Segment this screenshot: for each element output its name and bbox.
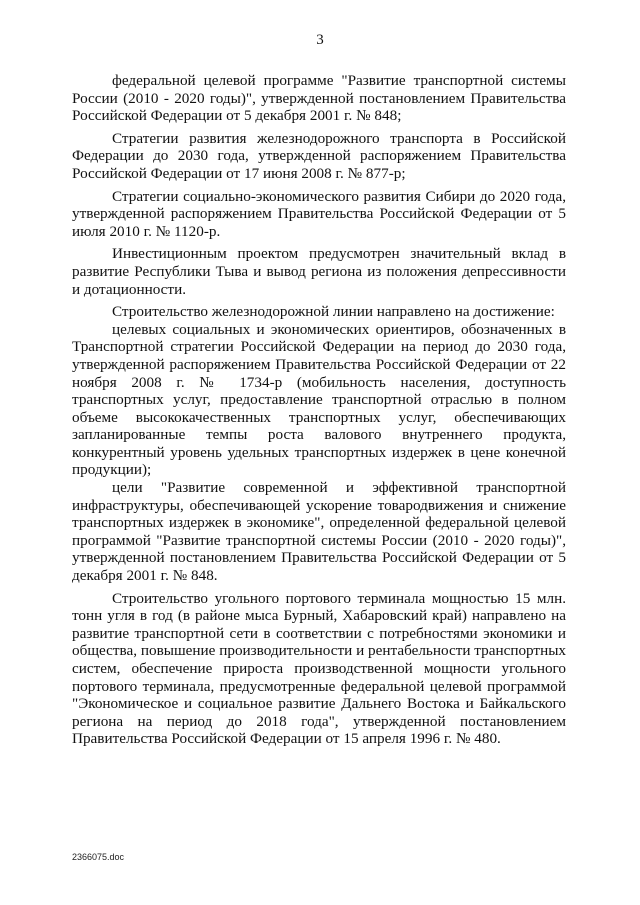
- paragraph-infrastructure-goal: цели "Развитие современной и эффективной транспортной инфраструктуры, обеспечивающей ускорение товародвижения и снижение транспортных издержек в экономике", определенной федеральной целевой программой "Развитие транспортной системы России (2010 - 2020 годы)", утвержденной постановлением Правительства Российской Федерации от 5 декабря 2001 г. № 848.: [72, 479, 566, 585]
- paragraph-social-economic-targets: целевых социальных и экономических ориентиров, обозначенных в Транспортной стратегии Российской Федерации на период до 2030 года, утвержденной распоряжением Правительства Российской Федерации от 22 ноября 2008 г. № 1734-р (мобильность населения, доступность транспортных услуг, предоставление транспортной отраслью в полном объеме высококачественных транспортных услуг, обеспечивающих запланированные темпы роста валового внутреннего продукта, конкурентный уровень удельных транспортных издержек в цене конечной продукции);: [72, 320, 566, 479]
- paragraph-transport-program: федеральной целевой программе "Развитие транспортной системы России (2010 - 2020 годы)", утвержденной постановлением Правительства Российской Федерации от 5 декабря 2001 г. № 848;: [72, 72, 566, 125]
- paragraph-coal-terminal: Строительство угольного портового терминала мощностью 15 млн. тонн угля в год (в районе мыса Бурный, Хабаровский край) направлено на развитие транспортной сети в соответствии с потребностями экономики и общества, повышение производительности и рентабельности транспортных систем, обеспечение прироста производственной мощности угольного портового терминала, предусмотренные федеральной целевой программой "Экономическое и социальное развитие Дальнего Востока и Байкальского региона на период до 2018 года", утвержденной постановлением Правительства Российской Федерации от 15 апреля 1996 г. № 480.: [72, 589, 566, 748]
- document-body: [72, 72, 566, 753]
- paragraph-investment-project: Инвестиционным проектом предусмотрен значительный вклад в развитие Республики Тыва и вывод региона из положения депрессивности и дотационности.: [72, 245, 566, 298]
- paragraph-railway-strategy: Стратегии развития железнодорожного транспорта в Российской Федерации до 2030 года, утвержденной распоряжением Правительства Российской Федерации от 17 июня 2008 г. № 877-р;: [72, 129, 566, 182]
- page-number: 3: [316, 32, 324, 48]
- paragraph-siberia-strategy: Стратегии социально-экономического развития Сибири до 2020 года, утвержденной распоряжением Правительства Российской Федерации от 5 июля 2010 г. № 1120-р.: [72, 187, 566, 240]
- document-footer-code: 2366075.doc: [72, 852, 125, 862]
- paragraph-railway-goals-intro: Строительство железнодорожной линии направлено на достижение:: [112, 303, 555, 321]
